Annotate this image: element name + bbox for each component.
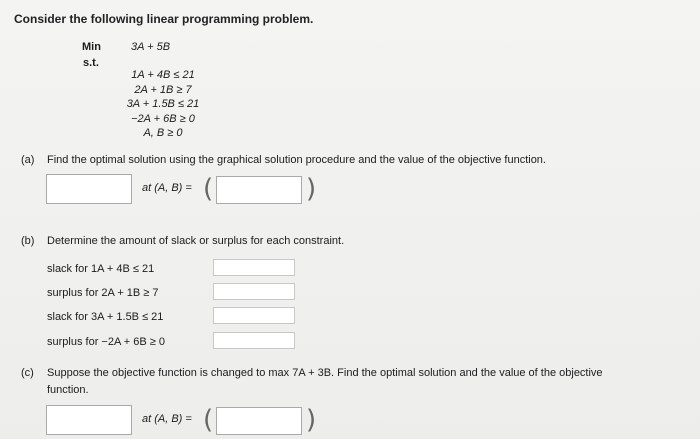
part-a-open-paren: ( [203, 174, 214, 204]
part-a-objective-value-input[interactable] [46, 174, 132, 204]
objective-function: 3A + 5B [131, 41, 171, 53]
part-a-tag: (a) [21, 154, 35, 166]
constraint-3: 3A + 1.5B ≤ 21 [126, 98, 200, 110]
constraint-2: 2A + 1B ≥ 7 [134, 83, 192, 96]
part-b-tag: (b) [21, 235, 35, 247]
part-c-tag: (c) [21, 367, 34, 379]
slack-row-2-label: surplus for 2A + 1B ≥ 7 [47, 287, 159, 299]
part-c-point-input[interactable] [216, 407, 302, 435]
slack-row-1-label: slack for 1A + 4B ≤ 21 [47, 263, 155, 275]
slack-row-4-label: surplus for −2A + 6B ≥ 0 [47, 336, 165, 348]
st-label: s.t. [83, 57, 99, 69]
part-c-text-line2: function. [47, 384, 89, 396]
part-b-question [21, 235, 344, 247]
part-a-question [21, 154, 546, 166]
part-a-point-input[interactable] [216, 176, 302, 204]
part-a-at-label: at (A, B) = [142, 182, 192, 194]
constraint-4: −2A + 6B ≥ 0 [131, 112, 195, 125]
part-c-at-label: at (A, B) = [142, 413, 192, 425]
part-c-text-line1: Suppose the objective function is changed to max 7A + 3B. Find the optimal solution and the value of the objective [47, 367, 603, 379]
part-c-objective-value-input[interactable] [46, 405, 132, 435]
part-c-close-paren: ) [306, 405, 317, 435]
part-a-close-paren: ) [306, 174, 317, 204]
slack-row-3-input[interactable] [213, 307, 295, 324]
slack-row-4-input[interactable] [213, 332, 295, 349]
slack-row-1-input[interactable] [213, 259, 295, 276]
min-label: Min [82, 41, 101, 53]
part-c-question [21, 367, 603, 379]
constraint-1: 1A + 4B ≤ 21 [131, 69, 195, 81]
constraint-5: A, B ≥ 0 [143, 127, 183, 139]
part-a-text: Find the optimal solution using the graphical solution procedure and the value of the objective function. [47, 154, 546, 166]
problem-title: Consider the following linear programming problem. [14, 12, 314, 26]
part-b-text: Determine the amount of slack or surplus for each constraint. [47, 235, 345, 247]
slack-row-3-label: slack for 3A + 1.5B ≤ 21 [47, 311, 164, 323]
constraint-list [117, 68, 209, 141]
slack-row-2-input[interactable] [213, 283, 295, 300]
part-c-open-paren: ( [203, 405, 214, 435]
